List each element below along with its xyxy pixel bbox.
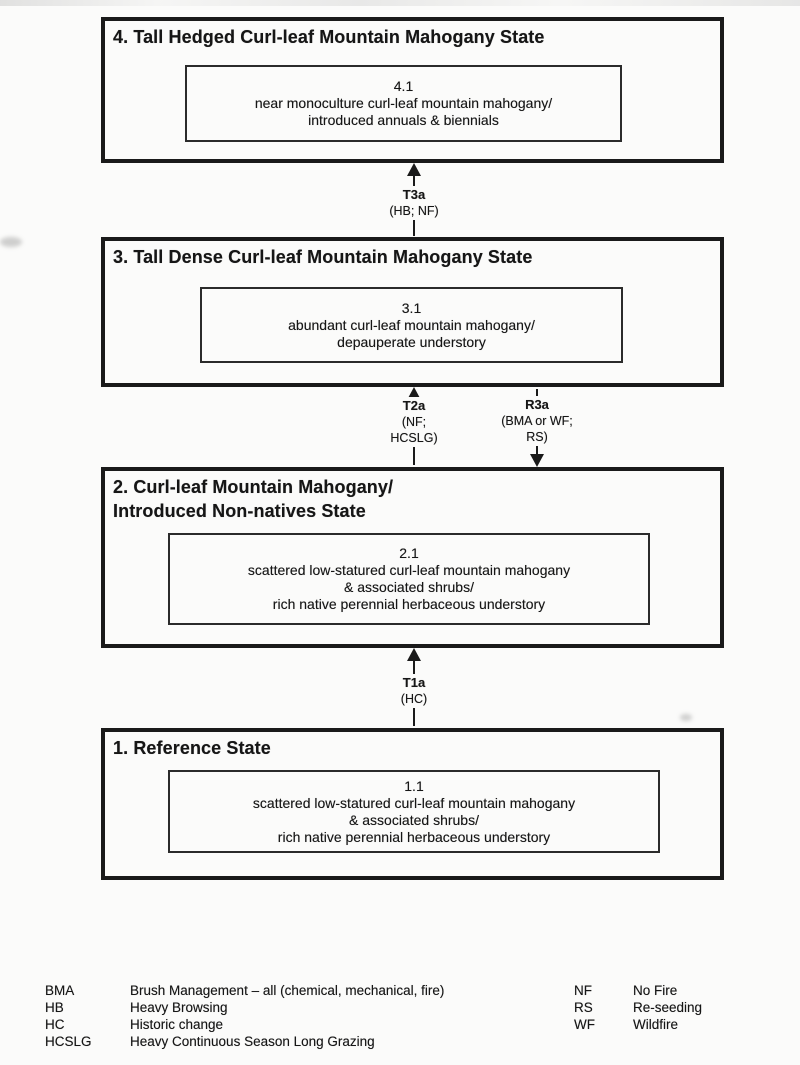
scan-artifact-smudge [0,237,22,247]
legend-right-column [574,982,702,1033]
community-description-line: abundant curl-leaf mountain mahogany/ [288,316,535,333]
community-description-line: & associated shrubs/ [344,579,474,595]
transition-arrow-t2a [390,388,438,466]
state-box-4 [101,17,724,163]
legend-abbr: BMA [45,983,75,998]
state-box-1 [101,728,724,880]
state-title-line: 4. Tall Hedged Curl-leaf Mountain Mahogany State [113,27,545,47]
state-title-line: 3. Tall Dense Curl-leaf Mountain Mahogany State [113,247,533,267]
transition-cause-line: (BMA or WF; [501,414,573,428]
scan-artifact-smudge [680,714,692,721]
transition-code: R3a [525,397,549,412]
up-arrow-icon [407,163,421,176]
transition-code: T3a [402,187,426,202]
state-title-2 [113,475,393,523]
state-title-line: Introduced Non-natives State [113,501,366,521]
legend-desc: Historic change [130,1017,224,1032]
legend-desc: Wildfire [633,1017,679,1032]
legend-desc: Brush Management – all (chemical, mechanical, fire) [130,983,445,998]
state-box-3 [101,237,724,387]
legend-desc: No Fire [633,983,678,998]
legend-row [574,1016,702,1033]
transition-label-t3a [385,186,442,220]
transition-arrow-t3a [389,164,439,237]
legend-row [574,982,702,999]
community-description-line: near monoculture curl-leaf mountain mahogany/ [254,95,553,111]
transition-arrow-t1a [402,649,426,727]
legend-left-column [45,982,444,1050]
legend-desc: Re-seeding [633,1000,703,1015]
community-box-4-1 [185,65,622,142]
legend-abbr: NF [574,983,592,998]
community-box-1-1 [168,770,660,853]
transition-cause-line: HCSLG) [390,431,438,445]
legend-abbr: HCSLG [45,1034,92,1049]
legend-abbr: RS [574,1000,593,1015]
community-code: 2.1 [399,545,419,561]
community-description-line: rich native perennial herbaceous understory [272,596,546,612]
state-title-4 [113,25,545,49]
transition-label-r3a [497,396,577,446]
transition-label-t1a [397,674,431,708]
state-title-3 [113,245,532,269]
community-code: 3.1 [401,299,422,316]
community-description-line: scattered low-statured curl-leaf mountain mahogany [247,562,571,578]
community-description-line: introduced annuals & biennials [308,112,499,128]
transition-code: T2a [402,398,426,413]
legend-row [45,1016,444,1033]
scan-artifact-top [0,0,800,6]
community-box-2-1 [168,533,650,625]
community-description-line: & associated shrubs/ [349,811,479,828]
legend-abbr: HC [45,1017,65,1032]
legend-desc: Heavy Continuous Season Long Grazing [130,1034,375,1049]
community-description-line: scattered low-statured curl-leaf mountain mahogany [252,794,576,811]
transition-cause-line: (HB; NF) [389,204,439,218]
transition-cause-line: (HC) [400,692,428,706]
state-title-1 [113,736,271,760]
down-arrow-icon [530,454,544,467]
transition-cause-line: (NF; [401,415,427,429]
community-code: 1.1 [404,777,424,794]
legend-row [45,982,444,999]
community-description-line: depauperate understory [337,333,486,350]
state-box-2 [101,467,724,648]
state-title-line: 1. Reference State [113,738,271,758]
transition-label-t2a [386,397,441,447]
community-description-line: rich native perennial herbaceous understory [277,828,551,845]
transition-cause-line: RS) [526,430,548,444]
legend-row [574,999,702,1016]
transition-code: T1a [402,675,426,690]
community-code: 4.1 [393,78,414,94]
legend-abbr: HB [45,1000,64,1015]
up-arrow-icon [407,648,421,661]
transition-arrow-r3a [501,388,573,466]
legend-abbr: WF [574,1017,595,1032]
legend-row [45,999,444,1016]
state-title-line: 2. Curl-leaf Mountain Mahogany/ [113,477,394,497]
community-box-3-1 [200,287,623,363]
legend-row [45,1033,444,1050]
legend-desc: Heavy Browsing [130,1000,228,1015]
